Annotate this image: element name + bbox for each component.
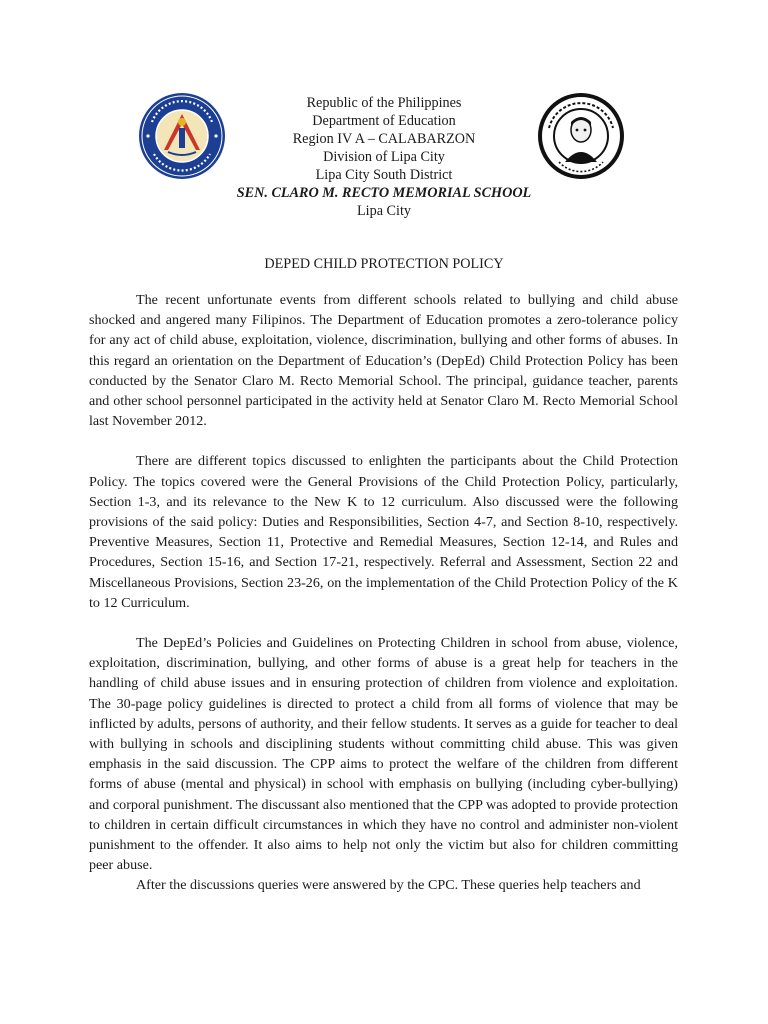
document-body xyxy=(89,290,678,896)
header-school-name: SEN. CLARO M. RECTO MEMORIAL SCHOOL xyxy=(236,185,532,201)
paragraph: There are different topics discussed to enlighten the participants about the Child Protection Policy. The topics covered were the General Provisions of the Child Protection Policy, particularly, Section 1-3, and its relevance to the New K to 12 curriculum. Also discussed were the following provisions of the said policy: Duties and Responsibilities, Section 4-7, and Section 8-10, respectively. Preventive Measures, Section 11, Protective and Remedial Measures, Section 12-14, and Rules and Procedures, Section 15-16, and Section 17-21, respectively. Referral and Assessment, Section 22 and Miscellaneous Provisions, Section 23-26, on the implementation of the Child Protection Policy of the K to 12 Curriculum. xyxy=(89,453,678,611)
header-republic: Republic of the Philippines xyxy=(306,95,462,111)
paragraph: The recent unfortunate events from different schools related to bullying and child abuse shocked and angered many Filipinos. The Department of Education promotes a zero-tolerance policy for any act of child abuse, exploitation, violence, discrimination, bullying and other forms of abuses. In this regard an orientation on the Department of Education’s (DepEd) Child Protection Policy has been conducted by the Senator Claro M. Recto Memorial School. The principal, guidance teacher, parents and other school personnel participated in the activity held at Senator Claro M. Recto Memorial School last November 2012. xyxy=(89,292,678,430)
paragraph: After the discussions queries were answered by the CPC. These queries help teachers and xyxy=(136,877,641,894)
header-city: Lipa City xyxy=(357,203,411,219)
header-district: Lipa City South District xyxy=(315,167,453,183)
document-title: DEPED CHILD PROTECTION POLICY xyxy=(264,256,504,272)
header-region: Region IV A – CALABARZON xyxy=(292,131,476,147)
paragraph: The DepEd’s Policies and Guidelines on Protecting Children in school from abuse, violence, exploitation, discrimination, bullying, and other forms of abuse is a great help for teachers in the handling of child abuse issues and in ensuring protection of children from violence and exploitation. The 30-page policy guidelines is directed to protect a child from all forms of violence that may be inflicted by adults, persons of authority, and their fellow students. It serves as a guide for teacher to deal with bullying in schools and disciplining students without committing child abuse. This was given emphasis in the said discussion. The CPP aims to protect the welfare of the children from different forms of abuse (mental and physical) in school with emphasis on bullying (including cyber-bullying) and corporal punishment. The discussant also mentioned that the CPP was adopted to provide protection to children in certain difficult circumstances in which they have no control and administer non-violent punishment to the offender. It also aims to help not only the victim but also for children committing peer abuse. xyxy=(89,635,678,874)
header-division: Division of Lipa City xyxy=(323,149,445,165)
header-department: Department of Education xyxy=(312,113,456,129)
letterhead xyxy=(180,94,588,220)
